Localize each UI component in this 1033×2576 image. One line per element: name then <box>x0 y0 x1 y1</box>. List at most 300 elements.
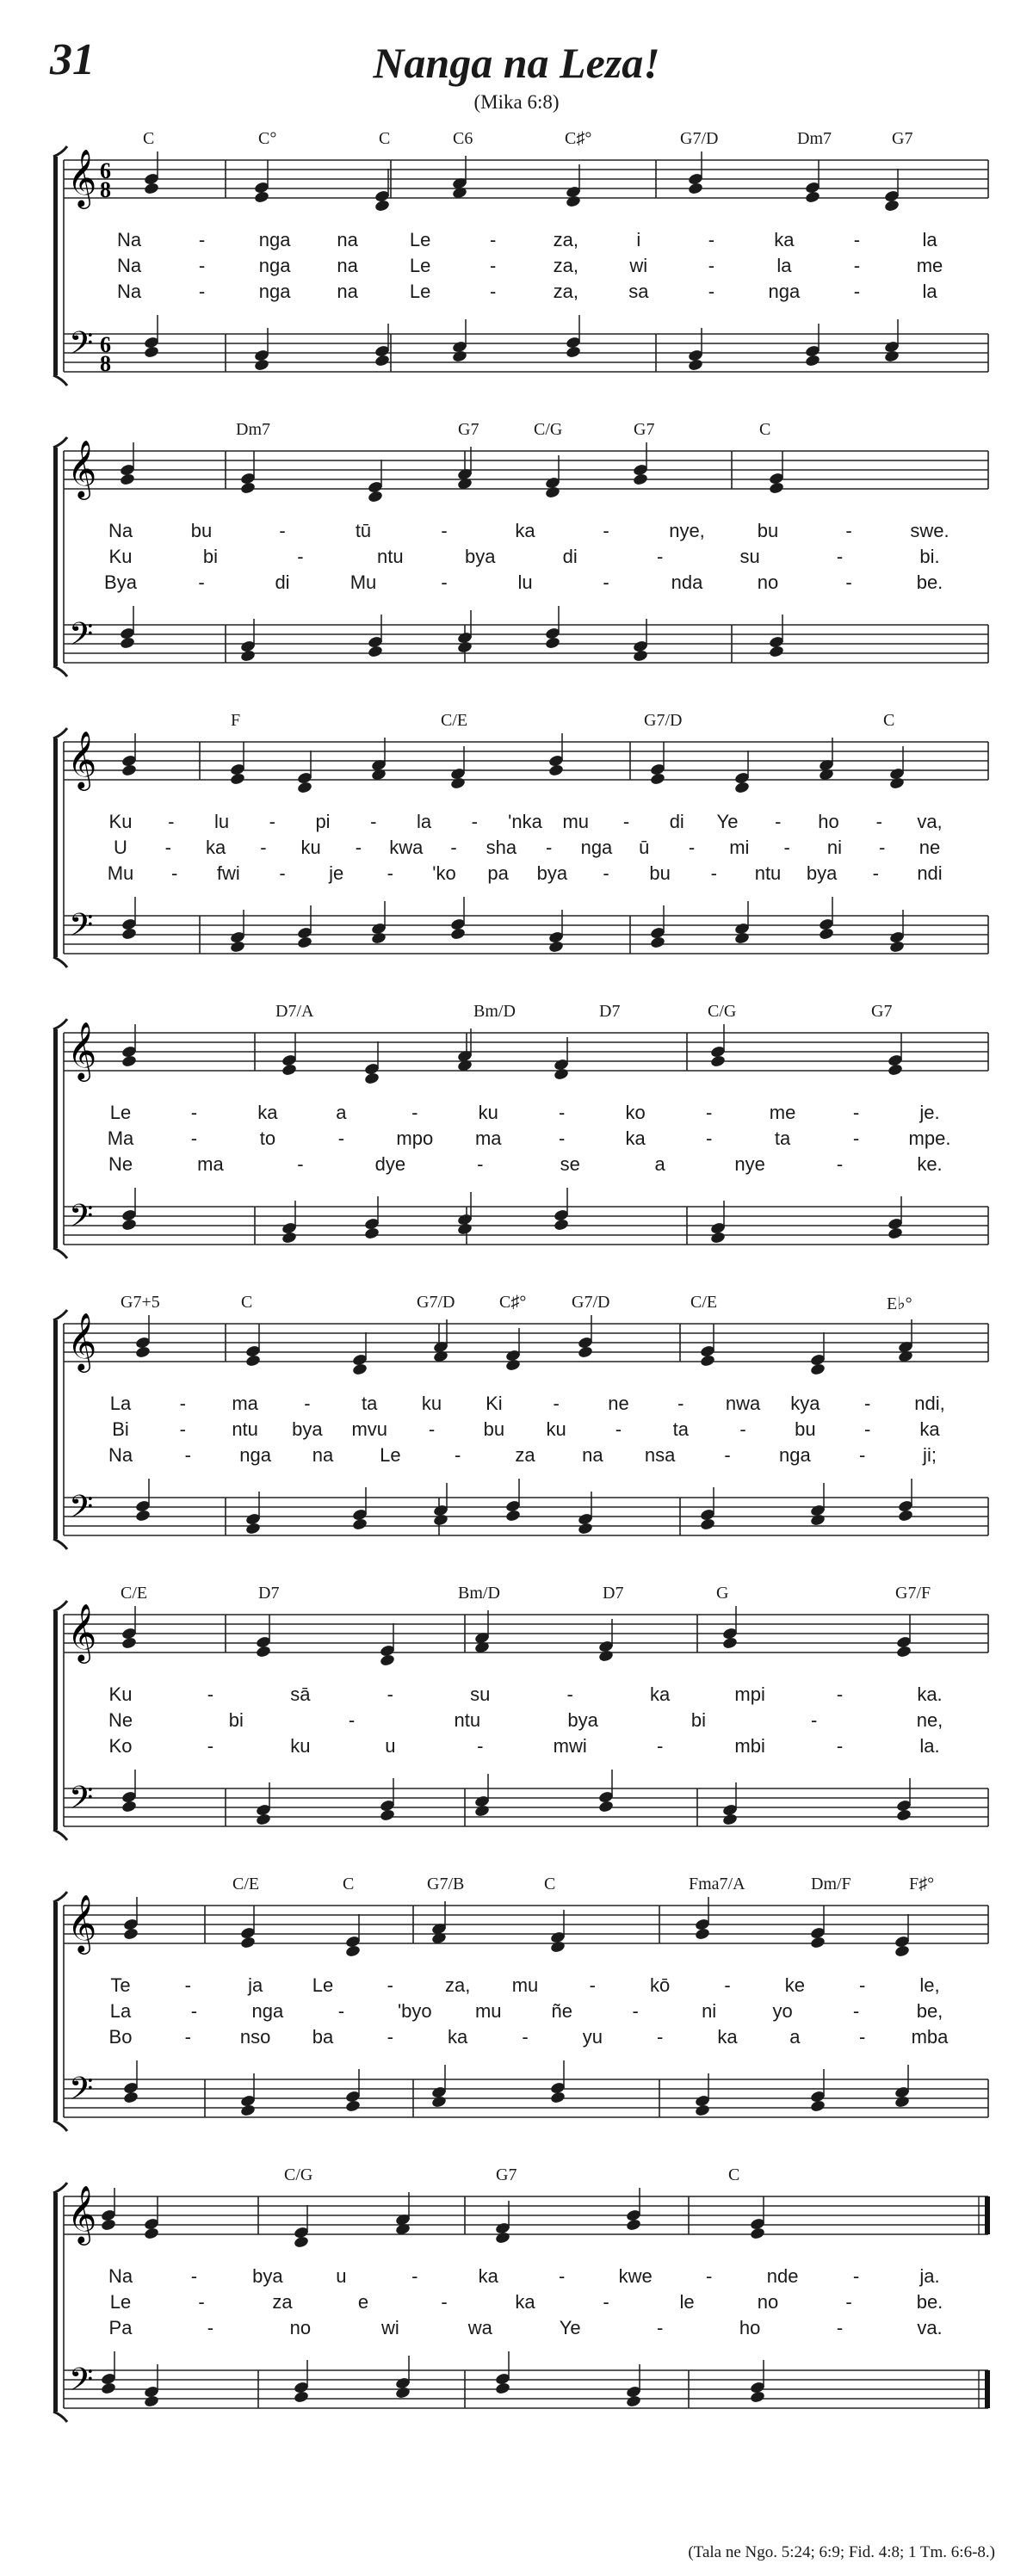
lyric-verse-1-syllable: - <box>589 1974 596 1996</box>
lyric-verse-2-syllable: - <box>559 1127 566 1149</box>
lyric-verse-1-syllable: 'nka <box>508 811 542 832</box>
treble-notehead <box>294 2235 310 2249</box>
lyric-verse-1-syllable: - <box>207 1683 214 1705</box>
treble-notehead <box>894 1944 911 1958</box>
scripture-reference: (Mika 6:8) <box>473 91 560 113</box>
treble-notehead <box>135 1345 152 1359</box>
lyric-verse-2-syllable: be. <box>916 2291 943 2313</box>
chord-symbol: D7 <box>258 1584 280 1603</box>
bass-notehead <box>898 1509 914 1523</box>
lyric-verse-1-syllable: kō <box>650 1974 671 1996</box>
bass-notehead <box>101 2381 117 2395</box>
lyric-verse-2-syllable: - <box>428 1418 436 1440</box>
lyric-verse-2-syllable: nga <box>251 2000 284 2022</box>
lyric-verse-2-syllable: bya <box>567 1709 598 1731</box>
lyric-verse-2-syllable: bi <box>202 546 218 567</box>
lyric-verse-3-syllable: na <box>337 281 358 302</box>
treble-notehead <box>626 2218 642 2232</box>
bass-notehead <box>374 354 391 368</box>
treble-notehead <box>710 1054 727 1068</box>
chord-symbol: C <box>759 420 771 439</box>
bracket-top-hook <box>53 1310 67 1320</box>
lyric-verse-3-syllable: - <box>477 1735 484 1757</box>
lyric-verse-3-syllable: - <box>724 1444 731 1466</box>
lyric-verse-3-syllable: za, <box>553 281 578 302</box>
chord-symbol: C/G <box>284 2165 313 2184</box>
lyric-verse-2-syllable: za, <box>553 255 578 276</box>
lyric-verse-3-syllable: a <box>789 2026 801 2048</box>
lyric-verse-2-syllable: - <box>441 2291 448 2313</box>
treble-notehead <box>633 473 649 486</box>
treble-notehead <box>598 1649 615 1663</box>
bracket-top-hook <box>53 728 67 738</box>
bass-notehead <box>144 345 160 359</box>
bracket-top-hook <box>53 1892 67 1902</box>
lyric-verse-1-syllable: - <box>845 520 852 541</box>
lyric-verse-3-syllable: - <box>387 862 393 884</box>
lyric-verse-2-syllable: - <box>297 546 304 567</box>
lyric-verse-3-syllable: nga <box>778 1444 811 1466</box>
system-bracket <box>53 448 58 666</box>
lyric-verse-2-syllable: U <box>114 837 127 858</box>
lyric-verse-2-syllable: bya <box>465 546 496 567</box>
lyric-verse-2-syllable: ni <box>702 2000 717 2022</box>
bass-notehead <box>135 1509 152 1523</box>
bass-time-signature-denominator: 8 <box>100 351 111 376</box>
lyric-verse-1-syllable: ka <box>478 2265 498 2287</box>
lyric-verse-2-syllable: - <box>190 2000 198 2022</box>
lyric-verse-1-syllable: di <box>669 811 684 832</box>
treble-notehead <box>254 190 270 204</box>
lyric-verse-1-syllable: ka <box>257 1102 278 1123</box>
lyric-verse-1-syllable: nye, <box>669 520 705 541</box>
chord-symbol: C <box>728 2165 740 2184</box>
bass-notehead <box>889 940 906 954</box>
lyric-verse-1-syllable: me <box>769 1102 796 1123</box>
bass-notehead <box>495 2381 511 2395</box>
treble-notehead <box>240 481 257 495</box>
lyric-verse-3-syllable: bya <box>806 862 838 884</box>
treble-notehead <box>450 776 467 790</box>
bass-notehead <box>457 1222 473 1236</box>
lyric-verse-2-syllable: nga <box>258 255 291 276</box>
lyric-verse-2-syllable: to <box>259 1127 276 1149</box>
lyric-verse-1-syllable: - <box>279 520 286 541</box>
lyric-verse-3-syllable: mwi <box>553 1735 587 1757</box>
bass-notehead <box>548 940 565 954</box>
treble-notehead <box>245 1354 262 1368</box>
lyric-verse-1-syllable: ne <box>608 1393 629 1414</box>
treble-notehead <box>810 1362 826 1376</box>
chord-symbol: C <box>343 1875 355 1893</box>
lyric-verse-3-syllable: nga <box>239 1444 272 1466</box>
bass-notehead <box>894 2095 911 2109</box>
system-bracket <box>53 1320 58 1539</box>
chord-symbol: C♯° <box>565 129 592 148</box>
final-barline <box>985 2196 990 2234</box>
chord-symbol: F <box>231 711 241 730</box>
lyric-verse-1-syllable: - <box>559 1102 566 1123</box>
lyric-verse-1-syllable: - <box>559 2265 566 2287</box>
lyric-verse-3-syllable: wa <box>467 2317 492 2338</box>
lyric-verse-3-syllable: - <box>836 2317 844 2338</box>
bracket-top-hook <box>53 1019 67 1029</box>
treble-time-signature-numerator: 6 <box>100 158 111 183</box>
lyric-verse-1-syllable: pi <box>315 811 331 832</box>
lyric-verse-2-syllable: - <box>355 837 362 858</box>
bass-notehead <box>395 2386 411 2400</box>
lyric-verse-1-syllable: - <box>708 229 715 250</box>
bass-notehead <box>380 1808 396 1822</box>
lyric-verse-3-syllable: Mu <box>107 862 134 884</box>
bass-notehead <box>769 645 785 658</box>
chord-symbol: E♭° <box>887 1294 912 1313</box>
lyric-verse-3-syllable: - <box>477 1153 484 1175</box>
lyric-verse-1-syllable: - <box>269 811 275 832</box>
lyric-verse-1-syllable: - <box>622 811 630 832</box>
lyric-verse-2-syllable: Le <box>409 255 431 276</box>
hymn-number: 31 <box>50 35 95 84</box>
chord-symbol: C/E <box>121 1584 148 1603</box>
lyric-verse-1-syllable: nga <box>258 229 291 250</box>
lyric-verse-3-syllable: - <box>836 1735 844 1757</box>
chord-symbol: G7 <box>496 2165 517 2184</box>
lyric-verse-1-syllable: su <box>470 1683 491 1705</box>
treble-notehead <box>695 1927 711 1941</box>
treble-notehead <box>722 1636 739 1650</box>
chord-symbol: C/E <box>690 1293 718 1312</box>
lyric-verse-3-syllable: no <box>289 2317 312 2338</box>
bass-notehead <box>550 2091 566 2104</box>
lyric-verse-3-syllable: la <box>922 281 937 302</box>
lyric-verse-1-syllable: Na <box>108 520 133 541</box>
treble-notehead <box>123 1927 139 1941</box>
lyric-verse-2-syllable: bu <box>483 1418 505 1440</box>
lyric-verse-3-syllable: fwi <box>216 862 240 884</box>
lyric-verse-1-syllable: kya <box>790 1393 820 1414</box>
lyric-verse-2-syllable: ta <box>774 1127 791 1149</box>
lyric-verse-1-syllable: - <box>370 811 377 832</box>
lyric-verse-2-syllable: ntu <box>232 1418 258 1440</box>
treble-notehead <box>566 195 582 208</box>
lyric-verse-2-syllable: su <box>739 546 760 567</box>
bass-notehead <box>695 2103 711 2117</box>
lyric-verse-1-syllable: ndi, <box>914 1393 945 1414</box>
lyric-verse-1-syllable: - <box>490 229 497 250</box>
lyric-verse-2-syllable: be, <box>916 2000 943 2022</box>
lyric-verse-1-syllable: ka <box>650 1683 671 1705</box>
lyric-verse-3-syllable: na <box>312 1444 334 1466</box>
lyric-verse-3-syllable: - <box>858 1444 866 1466</box>
lyric-verse-3-syllable: - <box>198 281 206 302</box>
lyric-verse-2-syllable: - <box>811 1709 818 1731</box>
chord-symbol: C <box>379 129 391 148</box>
bass-clef-icon: 𝄢 <box>69 2071 94 2115</box>
bass-notehead <box>121 927 138 941</box>
lyric-verse-1-syllable: je. <box>919 1102 940 1123</box>
lyric-verse-1-syllable: - <box>705 1102 713 1123</box>
bass-notehead <box>371 931 387 945</box>
bass-notehead <box>450 927 467 941</box>
system-bracket <box>53 1611 58 1830</box>
lyric-verse-3-syllable: pa <box>487 862 509 884</box>
bass-notehead <box>819 927 835 941</box>
lyric-verse-3-syllable: sa <box>628 281 649 302</box>
lyric-verse-1-syllable: Le <box>312 1974 334 1996</box>
lyric-verse-2-syllable: - <box>852 2000 860 2022</box>
lyric-verse-1-syllable: za, <box>553 229 578 250</box>
bass-notehead <box>810 1513 826 1527</box>
lyric-verse-1-syllable: La <box>109 1393 132 1414</box>
bass-notehead <box>281 1231 298 1245</box>
lyric-verse-1-syllable: mpi <box>734 1683 765 1705</box>
lyric-verse-2-syllable: - <box>853 255 861 276</box>
lyric-verse-3-syllable: - <box>836 1153 844 1175</box>
treble-notehead <box>380 1653 396 1667</box>
chord-symbol: C♯° <box>499 1293 527 1312</box>
lyric-verse-2-syllable: Ku <box>108 546 133 567</box>
lyric-verse-2-syllable: - <box>879 837 886 858</box>
chord-symbol: Bm/D <box>458 1584 500 1603</box>
lyric-verse-1-syllable: la <box>416 811 432 832</box>
lyric-verse-2-syllable: ū <box>639 837 650 858</box>
bracket-bottom-hook <box>53 1830 67 1840</box>
chord-symbol: G7 <box>458 420 479 439</box>
lyric-verse-3-syllable: - <box>184 2026 191 2048</box>
treble-notehead <box>554 1067 570 1081</box>
lyric-verse-3-syllable: - <box>656 2026 664 2048</box>
lyric-verse-2-syllable: ka <box>515 2291 535 2313</box>
lyric-verse-3-syllable: - <box>845 571 852 593</box>
lyric-verse-1-syllable: ja. <box>919 2265 940 2287</box>
lyric-verse-2-syllable: mpo <box>396 1127 434 1149</box>
treble-notehead <box>888 1063 904 1077</box>
lyric-verse-3-syllable: Pa <box>108 2317 133 2338</box>
bass-notehead <box>633 649 649 663</box>
chord-symbol: G7+5 <box>121 1293 160 1312</box>
lyric-verse-1-syllable: - <box>471 811 478 832</box>
lyric-verse-1-syllable: la <box>922 229 937 250</box>
treble-notehead <box>368 490 384 503</box>
treble-notehead <box>688 182 704 195</box>
treble-notehead <box>550 1940 566 1954</box>
lyric-verse-1-syllable: - <box>387 1974 393 1996</box>
bass-notehead <box>626 2394 642 2408</box>
lyric-verse-1-syllable: swe. <box>910 520 949 541</box>
lyric-verse-2-syllable: kwa <box>389 837 424 858</box>
lyric-verse-1-syllable: - <box>553 1393 560 1414</box>
lyric-verse-1-syllable: - <box>875 811 882 832</box>
lyric-verse-2-syllable: bi <box>228 1709 244 1731</box>
lyric-verse-2-syllable: - <box>739 1418 746 1440</box>
lyric-verse-2-syllable: - <box>164 837 171 858</box>
chord-symbol: Fma7/A <box>689 1875 745 1893</box>
lyric-verse-2-syllable: La <box>109 2000 132 2022</box>
treble-notehead <box>352 1362 368 1376</box>
lyric-verse-1-syllable: - <box>179 1393 186 1414</box>
lyric-verse-2-syllable: ne <box>919 837 941 858</box>
lyric-verse-1-syllable: sā <box>290 1683 311 1705</box>
lyric-verse-1-syllable: ja <box>248 1974 263 1996</box>
lyric-verse-3-syllable: lu <box>517 571 533 593</box>
treble-notehead <box>505 1358 522 1372</box>
bracket-bottom-hook <box>53 1539 67 1549</box>
bass-notehead <box>256 1813 272 1826</box>
bass-notehead <box>433 1513 449 1527</box>
lyric-verse-2-syllable: - <box>450 837 457 858</box>
lyric-verse-3-syllable: mbi <box>734 1735 765 1757</box>
lyric-verse-2-syllable: - <box>198 2291 205 2313</box>
lyric-verse-3-syllable: nga <box>768 281 801 302</box>
lyric-verse-3-syllable: la. <box>919 1735 940 1757</box>
lyric-verse-1-syllable: Ki <box>486 1393 503 1414</box>
treble-notehead <box>297 781 313 794</box>
system-bracket <box>53 2193 58 2412</box>
bass-clef-icon: 𝄢 <box>69 1489 94 1533</box>
lyric-verse-3-syllable: - <box>710 862 717 884</box>
music-system-1 <box>0 129 1033 439</box>
lyric-verse-2-syllable: - <box>864 1418 871 1440</box>
lyric-verse-3-syllable: ke. <box>917 1153 943 1175</box>
lyric-verse-3-syllable: dye <box>374 1153 406 1175</box>
bracket-bottom-hook <box>53 1248 67 1258</box>
treble-notehead <box>230 772 246 786</box>
bass-notehead <box>650 936 666 949</box>
lyric-verse-2-syllable: sha <box>486 837 517 858</box>
chord-symbol: C/G <box>534 420 563 439</box>
lyric-verse-3-syllable: - <box>522 2026 529 2048</box>
bass-notehead <box>888 1226 904 1240</box>
lyric-verse-2-syllable: - <box>836 546 844 567</box>
bass-notehead <box>120 636 136 650</box>
treble-notehead <box>120 473 136 486</box>
lyric-verse-1-syllable: Na <box>108 2265 133 2287</box>
bass-clef-icon: 𝄢 <box>69 1198 94 1242</box>
lyric-verse-3-syllable: ba <box>312 2026 334 2048</box>
lyric-verse-1-syllable: za, <box>444 1974 471 1996</box>
lyric-verse-2-syllable: Ne <box>108 1709 133 1731</box>
lyric-verse-3-syllable: a <box>654 1153 665 1175</box>
treble-notehead <box>256 1645 272 1659</box>
lyric-verse-3-syllable: di <box>275 571 290 593</box>
lyric-verse-1-syllable: ka <box>515 520 535 541</box>
lyric-verse-3-syllable: - <box>198 571 205 593</box>
bass-notehead <box>121 1218 138 1232</box>
lyric-verse-3-syllable: - <box>603 571 609 593</box>
lyric-verse-2-syllable: - <box>688 837 696 858</box>
chord-symbol: G7 <box>871 1002 893 1021</box>
lyric-verse-3-syllable: Ko <box>108 1735 133 1757</box>
lyric-verse-2-syllable: ntu <box>377 546 404 567</box>
lyric-verse-3-syllable: nda <box>671 571 703 593</box>
lyric-verse-1-syllable: ko <box>625 1102 646 1123</box>
treble-notehead <box>700 1354 716 1368</box>
music-system-6 <box>0 1584 1033 1893</box>
footnote-references: (Tala ne Ngo. 5:24; 6:9; Fid. 4:8; 1 Tm. 6:6-8.) <box>688 2543 995 2561</box>
lyric-verse-3-syllable: u <box>385 1735 396 1757</box>
lyric-verse-3-syllable: bya <box>536 862 568 884</box>
chord-symbol: G7/D <box>417 1293 455 1312</box>
treble-notehead <box>548 763 565 777</box>
chord-symbol: G7/B <box>427 1875 465 1893</box>
bracket-bottom-hook <box>53 375 67 386</box>
lyric-verse-3-syllable: va. <box>917 2317 943 2338</box>
bracket-top-hook <box>53 2183 67 2193</box>
chord-symbol: G7/D <box>644 711 683 730</box>
lyric-verse-3-syllable: - <box>184 1444 191 1466</box>
lyric-verse-1-syllable: - <box>441 520 448 541</box>
bass-notehead <box>722 1813 739 1826</box>
treble-notehead <box>734 781 751 794</box>
lyric-verse-3-syllable: ndi <box>917 862 943 884</box>
lyric-verse-2-syllable: e <box>357 2291 369 2313</box>
treble-clef-icon: 𝄞 <box>67 439 97 497</box>
lyric-verse-1-syllable: Na <box>116 229 142 250</box>
lyric-verse-1-syllable: ke <box>784 1974 805 1996</box>
lyric-verse-2-syllable: di <box>562 546 578 567</box>
bass-notehead <box>688 358 704 372</box>
lyric-verse-2-syllable: - <box>348 1709 356 1731</box>
lyric-verse-2-syllable: - <box>632 2000 639 2022</box>
music-system-4 <box>0 1002 1033 1312</box>
treble-clef-icon: 𝄞 <box>67 2184 97 2243</box>
hymn-title: Nanga na Leza! <box>373 39 660 87</box>
treble-notehead <box>101 2218 117 2232</box>
treble-notehead <box>650 772 666 786</box>
music-system-3 <box>0 711 1033 1021</box>
lyric-verse-1-syllable: - <box>864 1393 871 1414</box>
lyric-verse-1-syllable: - <box>387 1683 393 1705</box>
lyric-verse-3-syllable: ku <box>290 1735 311 1757</box>
lyric-verse-3-syllable: 'ko <box>432 862 456 884</box>
bass-notehead <box>750 2390 766 2404</box>
chord-symbol: C6 <box>453 129 473 148</box>
bass-notehead <box>452 349 468 363</box>
chord-symbol: C <box>544 1875 556 1893</box>
bass-notehead <box>254 358 270 372</box>
lyric-verse-2-syllable: bya <box>292 1418 323 1440</box>
bass-time-signature-numerator: 6 <box>100 332 111 357</box>
lyric-verse-2-syllable: Ma <box>107 1127 134 1149</box>
lyric-verse-2-syllable: ka <box>919 1418 940 1440</box>
lyric-verse-3-syllable: Mu <box>349 571 377 593</box>
treble-notehead <box>889 776 906 790</box>
chord-symbol: C <box>241 1293 253 1312</box>
bass-notehead <box>345 2099 362 2113</box>
lyric-verse-3-syllable: bu <box>649 862 671 884</box>
lyric-verse-1-syllable: ku <box>478 1102 498 1123</box>
chord-symbol: C/E <box>441 711 468 730</box>
treble-notehead <box>750 2227 766 2240</box>
lyric-verse-2-syllable: ma <box>474 1127 502 1149</box>
lyric-verse-1-syllable: - <box>411 1102 418 1123</box>
bass-notehead <box>240 2103 257 2117</box>
chord-symbol: D7 <box>603 1584 624 1603</box>
bracket-top-hook <box>53 1601 67 1611</box>
lyric-verse-3-syllable: be. <box>916 571 943 593</box>
lyric-verse-2-syllable: mi <box>729 837 750 858</box>
bracket-bottom-hook <box>53 2121 67 2131</box>
chord-symbol: C <box>143 129 155 148</box>
system-bracket <box>53 157 58 375</box>
bass-notehead <box>566 345 582 359</box>
lyric-verse-3-syllable: na <box>582 1444 603 1466</box>
bass-clef-icon: 𝄢 <box>69 325 94 369</box>
bass-notehead <box>505 1509 522 1523</box>
lyric-verse-1-syllable: - <box>304 1393 311 1414</box>
treble-notehead <box>578 1345 594 1359</box>
lyric-verse-2-syllable: - <box>490 255 497 276</box>
